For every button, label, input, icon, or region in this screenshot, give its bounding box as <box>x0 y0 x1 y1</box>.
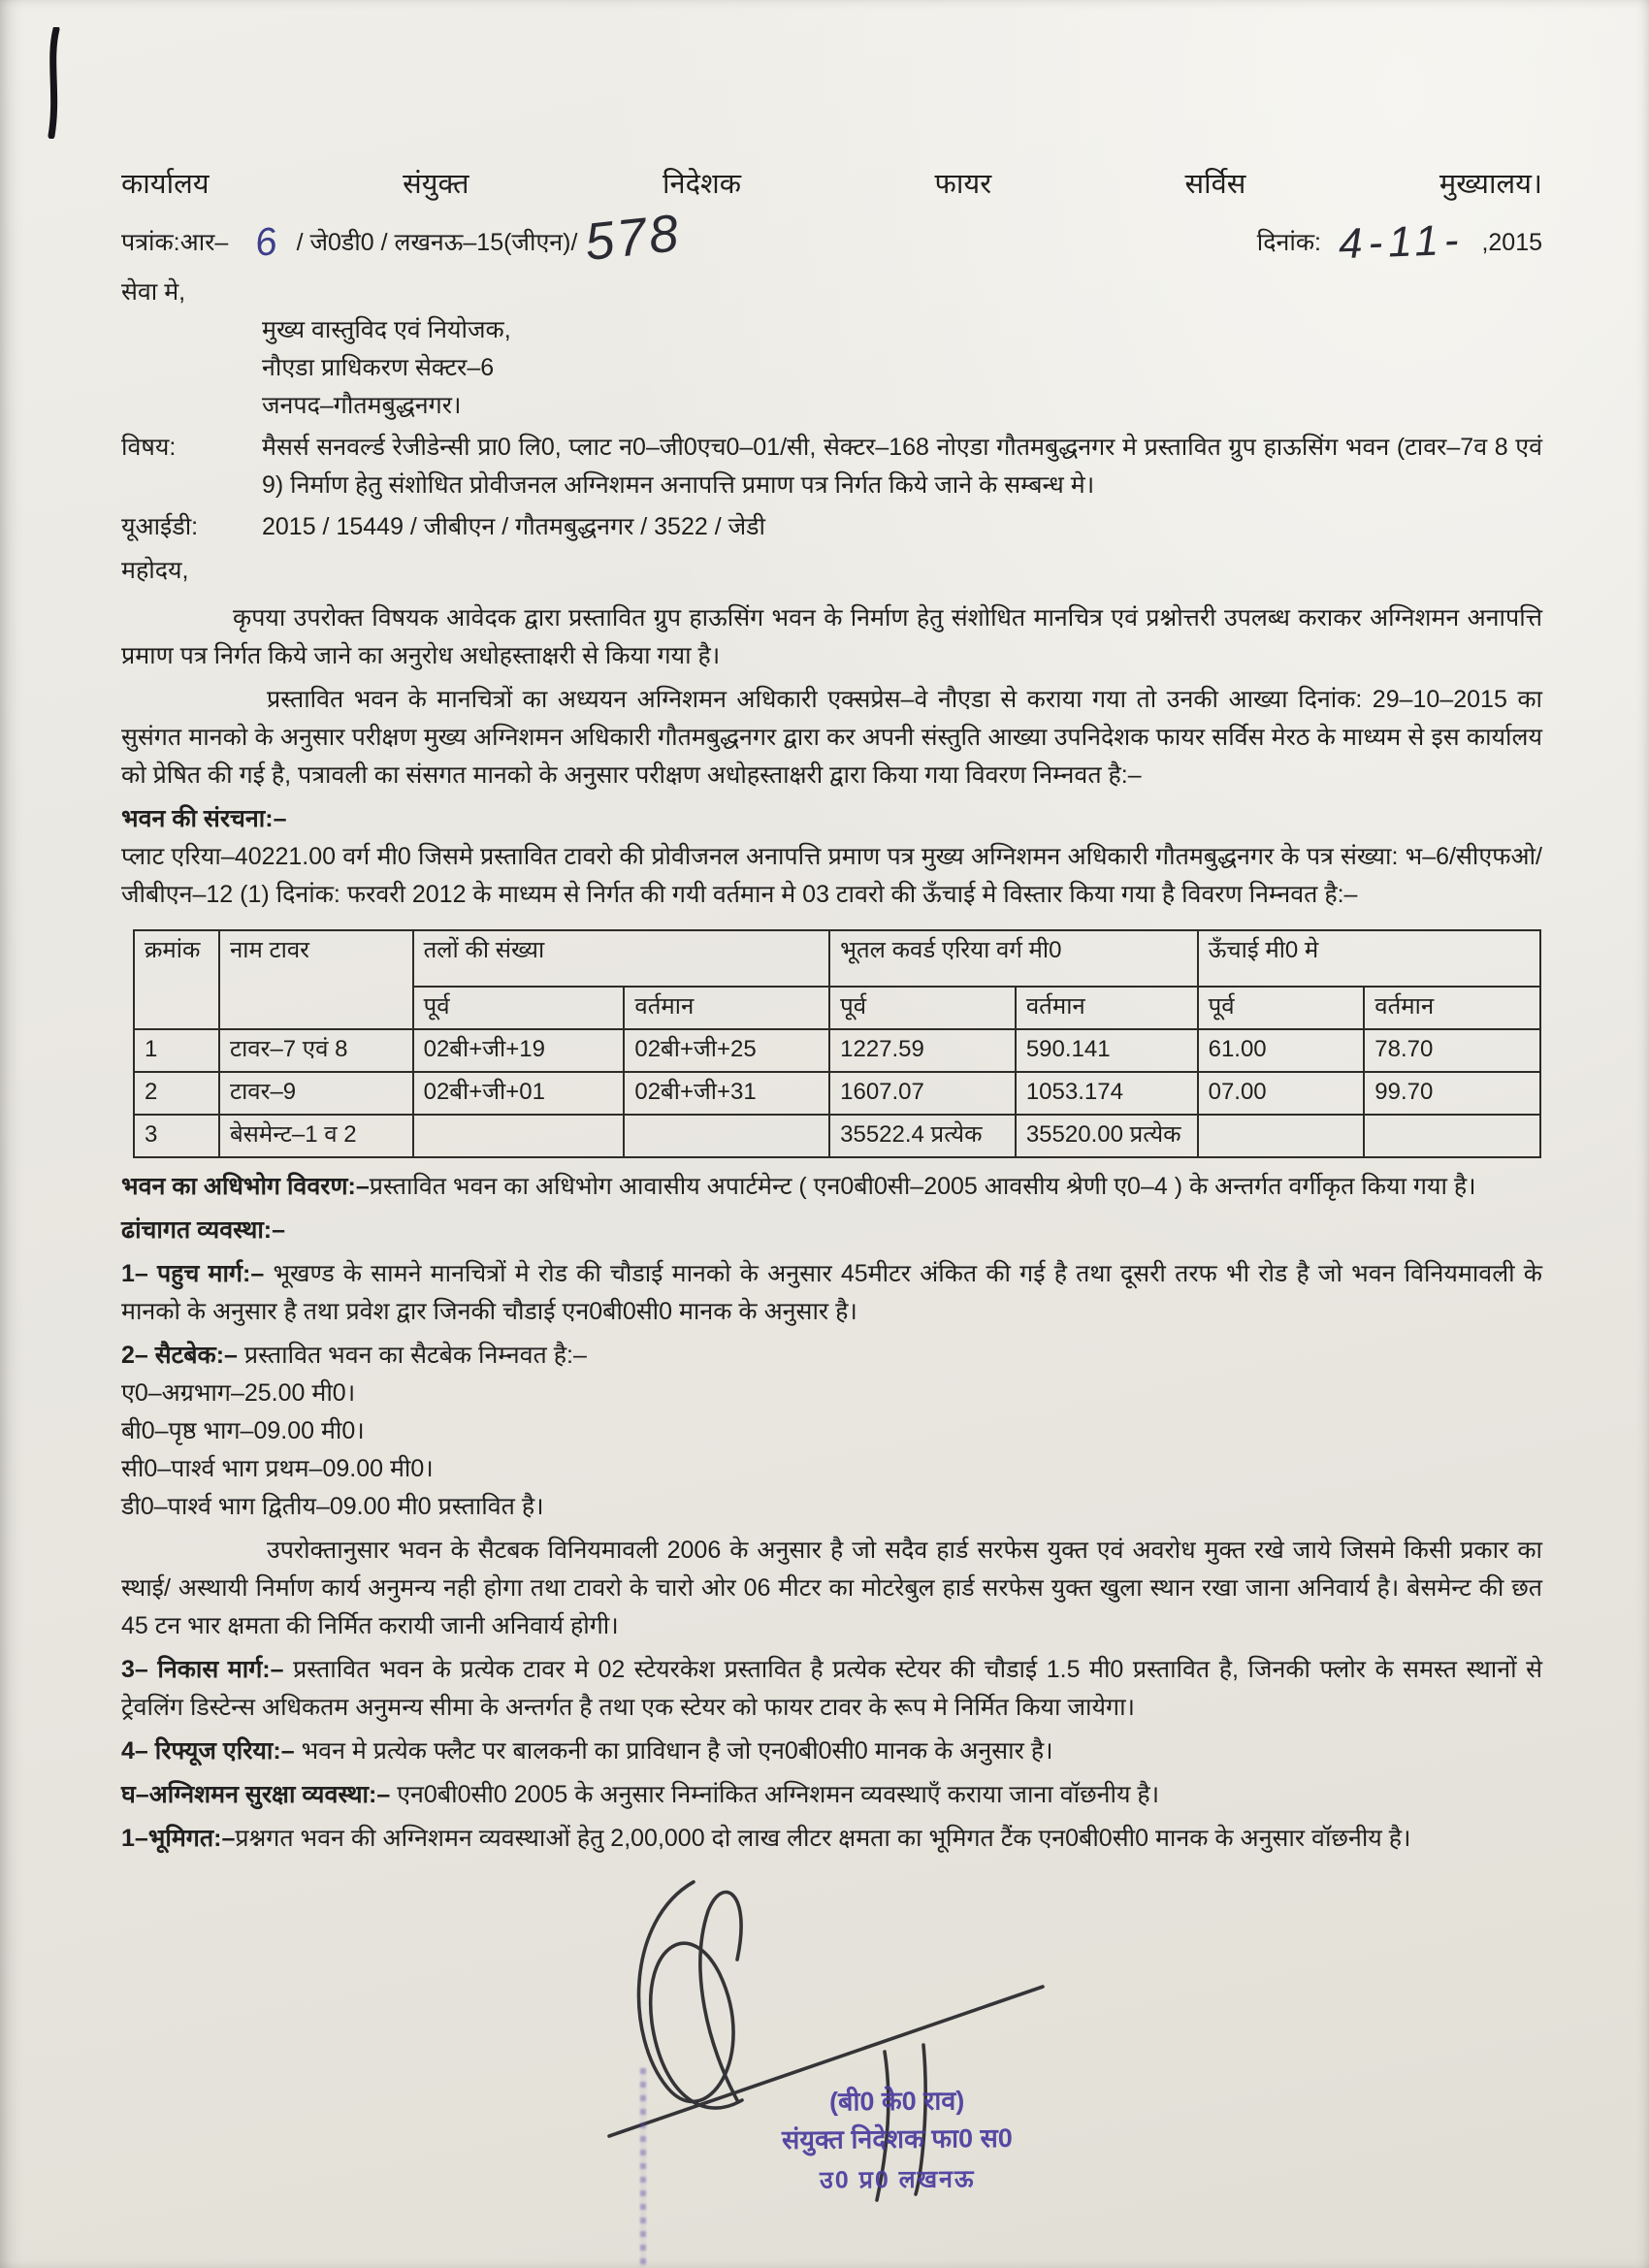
underground-tank-item <box>121 1820 1542 1858</box>
access-route-label: 1– पहुच मार्ग:– <box>121 1259 265 1287</box>
cell-tower: टावर–9 <box>219 1072 413 1115</box>
stamp-ink-smudge <box>640 2068 646 2267</box>
ref-number-middle: / जे0डी0 / लखनऊ–15(जीएन)/ <box>296 228 578 256</box>
letterhead-word: फायर <box>934 169 992 200</box>
table-header-tower: नाम टावर <box>219 930 413 1029</box>
cell-serial: 2 <box>134 1072 219 1115</box>
fire-safety-heading-item <box>121 1776 1542 1814</box>
cell-floors-curr: 02बी+जी+25 <box>624 1029 829 1072</box>
cell-height-prev: 61.00 <box>1198 1029 1365 1072</box>
exit-route-label: 3– निकास मार्ग:– <box>121 1655 284 1683</box>
table-row <box>134 1115 1540 1157</box>
table-subheader-prev: पूर्व <box>413 987 625 1029</box>
subject-row <box>121 429 1542 504</box>
occupancy-paragraph <box>121 1168 1542 1206</box>
stamp-title: संयुक्त निदेशक फा0 स0 <box>781 2123 1014 2155</box>
cell-floors-prev: 02बी+जी+01 <box>413 1072 625 1115</box>
recipient-address-line: नौएडा प्राधिकरण सेक्टर–6 <box>262 353 495 381</box>
letterhead-word: सर्विस <box>1184 169 1246 200</box>
occupancy-label: भवन का अधिभोग विवरण:– <box>121 1172 370 1200</box>
towers-table <box>133 929 1541 1158</box>
date-label: दिनांक: <box>1256 228 1321 256</box>
handwritten-ref-digit: 6 <box>252 219 280 266</box>
refuge-area-label: 4– रिफ्यूज एरिया:– <box>121 1736 295 1765</box>
cell-floors-curr: 02बी+जी+31 <box>624 1072 829 1115</box>
setback-text: प्रस्तावित भवन का सैटबेक निम्नवत है:– <box>243 1341 587 1369</box>
stamp-place: उ0 प्र0 लखनऊ <box>819 2165 976 2194</box>
table-subheader-prev: पूर्व <box>1198 987 1365 1029</box>
setback-line: सी0–पार्श्व भाग प्रथम–09.00 मी0। <box>121 1454 434 1482</box>
reference-line <box>121 204 1542 273</box>
uid-row <box>121 508 1542 546</box>
plot-area-paragraph: प्लाट एरिया–40221.00 वर्ग मी0 जिसमे प्रस्तावित टावरो की प्रोवीजनल अनापत्ति प्रमाण पत्र मुख्य अग्निशमन अधिकारी गौतमबुद्धनगर के पत्र संख्या: भ–6/सीएफओ/जीबीएन–12 (1) दिनांक: फरवरी 2012 के माध्यम से निर्गत की गयी वर्तमान मे 03 टावरो की ऊँचाई मे विस्तार किया गया है विवरण निम्नवत है:– <box>121 842 1542 908</box>
cell-tower: टावर–7 एवं 8 <box>219 1029 413 1072</box>
table-subheader-prev: पूर्व <box>829 987 1016 1029</box>
underground-tank-label: 1–भूमिगत:– <box>121 1824 236 1852</box>
subject-label: विषय: <box>121 433 177 461</box>
setback-item <box>121 1337 1542 1375</box>
handwritten-date: 4-11- <box>1338 215 1466 269</box>
recipient-address-line: जनपद–गौतमबुद्धनगर। <box>262 391 462 419</box>
access-route-item <box>121 1255 1542 1331</box>
exit-route-item <box>121 1651 1542 1727</box>
letterhead-word: निदेशक <box>663 169 742 200</box>
cell-height-curr <box>1364 1115 1540 1157</box>
letter-body <box>121 163 1542 1858</box>
cell-floors-prev: 02बी+जी+19 <box>413 1029 625 1072</box>
cell-area-curr: 1053.174 <box>1016 1072 1198 1115</box>
cell-area-prev: 35522.4 प्रत्येक <box>829 1115 1016 1157</box>
letterhead-word: मुख्यालय। <box>1439 169 1542 200</box>
structural-heading: ढांचागत व्यवस्था:– <box>121 1215 286 1244</box>
table-header-serial: क्रमांक <box>134 930 219 1029</box>
body-paragraph-request: कृपया उपरोक्त विषयक आवेदक द्वारा प्रस्तावित ग्रुप हाऊसिंग भवन के निर्माण हेतु संशोधित मानचित्र एवं प्रश्नोत्तरी उपलब्ध कराकर अग्निशमन अनापत्ति प्रमाण पत्र निर्गत किये जाने का अनुरोध अधोहस्ताक्षरी से किया गया है। <box>121 603 1542 669</box>
occupancy-text: प्रस्तावित भवन का अधिभोग आवासीय अपार्टमेन्ट ( एन0बी0सी–2005 आवसीय श्रेणी ए0–4 ) के अन्तर्गत वर्गीकृत किया गया है। <box>369 1172 1476 1200</box>
pen-mark-artifact <box>43 27 68 139</box>
table-row <box>134 1029 1540 1072</box>
letterhead-word: कार्यालय <box>121 169 210 200</box>
stamp-name: (बी0 के0 राव) <box>828 2086 965 2117</box>
setback-label: 2– सैटबेक:– <box>121 1341 238 1369</box>
fire-safety-text: एन0बी0सी0 2005 के अनुसार निम्नांकित अग्निशमन व्यवस्थाएँ कराया जाना वॉछनीय है। <box>397 1780 1160 1808</box>
letterhead <box>121 163 1542 207</box>
signature-scribble <box>446 1853 1145 2268</box>
fire-safety-label: घ–अग्निशमन सुरक्षा व्यवस्था:– <box>121 1780 391 1808</box>
setback-line: ए0–अग्रभाग–25.00 मी0। <box>121 1378 356 1407</box>
official-stamp <box>669 2084 1126 2196</box>
body-paragraph-review: प्रस्तावित भवन के मानचित्रों का अध्ययन अग्निशमन अधिकारी एक्सप्रेस–वे नौएडा से कराया गया तो उनकी आख्या दिनांक: 29–10–2015 का सुसंगत मानको के अनुसार परीक्षण मुख्य अग्निशमन अधिकारी गौतमबुद्धनगर द्वारा कर अपनी संस्तुति आख्या उपनिदेशक फायर सर्विस मेरठ के माध्यम से इस कार्यालय को प्रेषित की गई है, पत्रावली का संसगत मानको के अनुसार परीक्षण अधोहस्ताक्षरी द्वारा किया गया विवरण निम्नवत है:– <box>121 685 1542 789</box>
table-header-height: ऊँचाई मी0 मे <box>1198 930 1540 987</box>
handwritten-serial-number: 578 <box>582 204 685 273</box>
table-header-floors: तलों की संख्या <box>413 930 830 987</box>
year-text: ,2015 <box>1481 228 1542 256</box>
table-subheader-curr: वर्तमान <box>1364 987 1540 1029</box>
cell-tower: बेसमेन्ट–1 व 2 <box>219 1115 413 1157</box>
table-subheader-curr: वर्तमान <box>624 987 829 1029</box>
setback-line: बी0–पृष्ठ भाग–09.00 मी0। <box>121 1416 365 1444</box>
cell-area-curr: 35520.00 प्रत्येक <box>1016 1115 1198 1157</box>
refuge-area-item <box>121 1733 1542 1770</box>
cell-floors-prev <box>413 1115 625 1157</box>
cell-serial: 3 <box>134 1115 219 1157</box>
access-route-text: भूखण्ड के सामने मानचित्रों मे रोड की चौडाई मानको के अनुसार 45मीटर अंकित की गई है तथा दूसरी तरफ भी रोड है जो भवन विनियमावली के मानको के अनुसार है तथा प्रवेश द्वार जिनकी चौडाई एन0बी0सी0 मानक के अनुसार है। <box>121 1259 1543 1325</box>
setback-line: डी0–पार्श्व भाग द्वितीय–09.00 मी0 प्रस्तावित है। <box>121 1492 544 1520</box>
letterhead-word: संयुक्त <box>403 169 469 200</box>
table-header-area: भूतल कवर्ड एरिया वर्ग मी0 <box>829 930 1197 987</box>
recipient-intro: सेवा मे, <box>121 277 186 306</box>
cell-area-curr: 590.141 <box>1016 1029 1198 1072</box>
cell-floors-curr <box>624 1115 829 1157</box>
ref-number-label: पत्रांक:आर– <box>121 228 229 256</box>
setback-note-paragraph: उपरोक्तानुसार भवन के सैटबक विनियमावली 2006 के अनुसार है जो सदैव हार्ड सरफेस युक्त एवं अवरोध मुक्त रखे जाये जिसमे किसी प्रकार का स्थाई/ अस्थायी निर्माण कार्य अनुमन्य नही होगा तथा टावरो के चारो ओर 06 मीटर का मोटरेबुल हार्ड सरफेस युक्त खुला स्थान रखा जाना अनिवार्य है। बेसमेन्ट की छत 45 टन भार क्षमता की निर्मित करायी जानी अनिवार्य होगी। <box>121 1536 1542 1639</box>
salutation: महोदय, <box>121 556 189 584</box>
uid-value: 2015 / 15449 / जीबीएन / गौतमबुद्धनगर / 3522 / जेडी <box>262 512 765 540</box>
cell-height-prev: 07.00 <box>1198 1072 1365 1115</box>
table-row <box>134 1072 1540 1115</box>
recipient-address-line: मुख्य वास्तुविद एवं नियोजक, <box>262 315 511 343</box>
table-subheader-curr: वर्तमान <box>1016 987 1198 1029</box>
recipient-address <box>262 311 1542 425</box>
subject-text: मैसर्स सनवर्ल्ड रेजीडेन्सी प्रा0 लि0, प्लाट न0–जी0एच0–01/सी, सेक्टर–168 नोएडा गौतमबुद्धनगर मे प्रस्तावित ग्रुप हाऊसिंग भवन (टावर–7व 8 एवं 9) निर्माण हेतु संशोधित प्रोवीजनल अग्निशमन अनापत्ति प्रमाण पत्र निर्गत किये जाने के सम्बन्ध मे। <box>262 433 1542 499</box>
underground-tank-text: प्रश्नगत भवन की अग्निशमन व्यवस्थाओं हेतु 2,00,000 दो लाख लीटर क्षमता का भूमिगत टैंक एन0बी0सी0 मानक के अनुसार वॉछनीय है। <box>235 1824 1411 1852</box>
cell-height-prev <box>1198 1115 1365 1157</box>
refuge-area-text: भवन मे प्रत्येक फ्लैट पर बालकनी का प्राविधान है जो एन0बी0सी0 मानक के अनुसार है। <box>301 1736 1053 1765</box>
exit-route-text: प्रस्तावित भवन के प्रत्येक टावर मे 02 स्टेयरकेश प्रस्तावित है प्रत्येक स्टेयर की चौडाई 1.5 मी0 प्रस्तावित है, जिनकी फ्लोर के समस्त स्थानों से ट्रेवलिंग डिस्टेन्स अधिकतम अनुमन्य सीमा के अन्तर्गत है तथा एक स्टेयर को फायर टावर के रूप मे निर्मित किया जायेगा। <box>121 1655 1543 1721</box>
cell-serial: 1 <box>134 1029 219 1072</box>
cell-area-prev: 1227.59 <box>829 1029 1016 1072</box>
cell-area-prev: 1607.07 <box>829 1072 1016 1115</box>
building-structure-heading: भवन की संरचना:– <box>121 804 287 832</box>
uid-label: यूआईडी: <box>121 512 199 540</box>
cell-height-curr: 99.70 <box>1364 1072 1540 1115</box>
cell-height-curr: 78.70 <box>1364 1029 1540 1072</box>
